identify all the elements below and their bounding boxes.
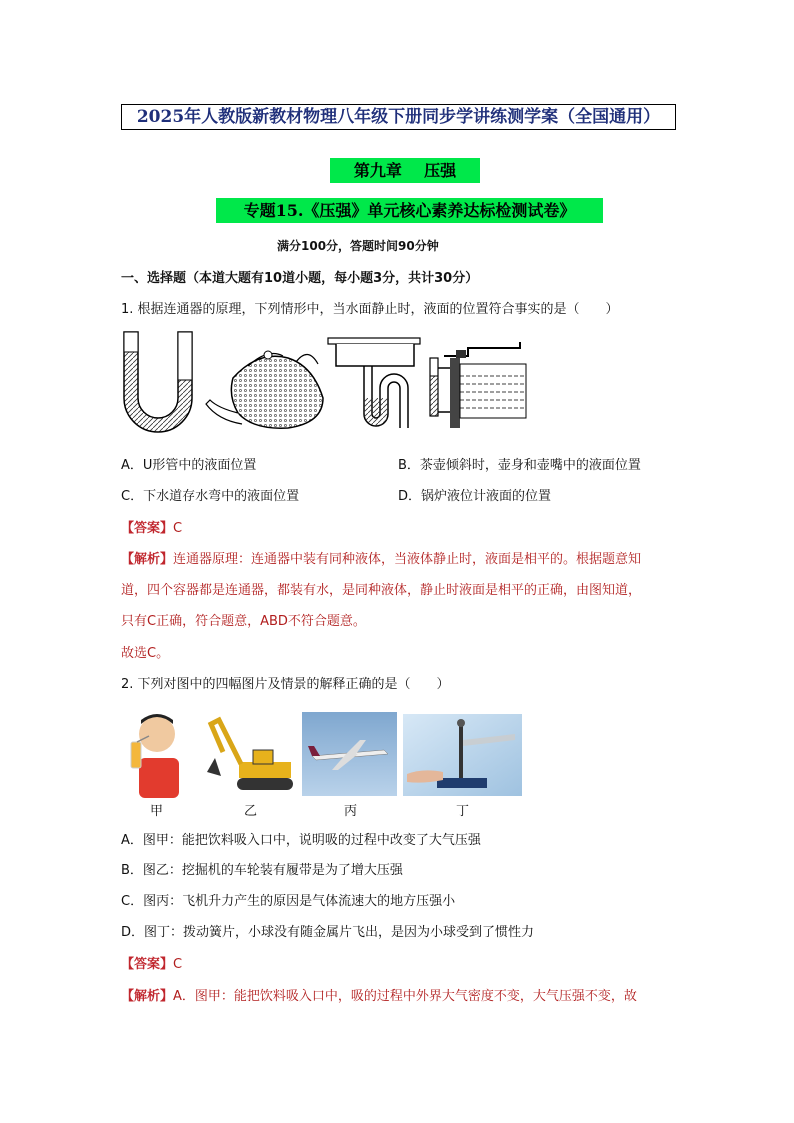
sink-trap-diagram	[328, 338, 420, 428]
question-1-stem: 1. 根据连通器的原理，下列情形中，当水面静止时，液面的位置符合事实的是（ ）	[121, 302, 619, 317]
caption-jia: 甲	[150, 804, 164, 819]
q2-analysis-line-1: 【解析】A．图甲：能把饮料吸入口中，吸的过程中外界大气密度不变，大气压强不变，故	[121, 989, 637, 1004]
topic-heading: 专题15.《压强》单元核心素养达标检测试卷》	[216, 198, 603, 223]
q2-option-c: C．图丙：飞机升力产生的原因是气体流速大的地方压强小	[121, 894, 456, 909]
q1-analysis-line-2: 道，四个容器都是连通器，都装有水，是同种液体，静止时液面是相平的正确，由图知道，	[121, 583, 642, 598]
answer-value: C	[173, 957, 183, 972]
analysis-label: 【解析】	[121, 552, 174, 567]
q2-option-b: B．图乙：挖掘机的车轮装有履带是为了增大压强	[121, 863, 403, 878]
q1-option-b: B．茶壶倾斜时，壶身和壶嘴中的液面位置	[398, 458, 641, 473]
caption-bing: 丙	[344, 804, 358, 819]
airplane-photo	[302, 712, 397, 796]
chapter-heading: 第九章 压强	[330, 158, 480, 183]
answer-label: 【答案】	[121, 957, 174, 972]
q2-option-d: D．图丁：拨动簧片，小球没有随金属片飞出，是因为小球受到了惯性力	[121, 925, 535, 940]
q1-answer	[121, 520, 182, 538]
u-tube-diagram	[124, 332, 192, 432]
excavator-photo	[201, 712, 296, 796]
inertia-experiment-photo	[403, 714, 522, 796]
document-title: 2025年人教版新教材物理八年级下册同步学讲练测学案（全国通用）	[121, 104, 676, 130]
q1-option-a: A．U形管中的液面位置	[121, 458, 257, 473]
answer-value: C	[173, 521, 183, 536]
q1-option-c: C．下水道存水弯中的液面位置	[121, 489, 300, 504]
analysis-label: 【解析】	[121, 989, 174, 1004]
q1-analysis-line-1: 【解析】连通器原理：连通器中装有同种液体，当液体静止时，液面是相平的。根据题意知	[121, 552, 642, 567]
q1-figure	[118, 328, 528, 438]
boy-drinking-photo	[121, 706, 193, 798]
question-2-stem: 2. 下列对图中的四幅图片及情景的解释正确的是（ ）	[121, 677, 450, 692]
section-heading: 一、选择题（本道大题有10道小题，每小题3分，共计30分）	[121, 271, 479, 286]
answer-label: 【答案】	[121, 521, 174, 536]
q1-conclusion: 故选C。	[121, 646, 170, 661]
teapot-diagram	[206, 351, 323, 428]
caption-yi: 乙	[244, 804, 258, 819]
q2-option-a: A．图甲：能把饮料吸入口中，说明吸的过程中改变了大气压强	[121, 833, 481, 848]
q1-option-d: D．锅炉液位计液面的位置	[398, 489, 552, 504]
boiler-gauge-diagram	[430, 342, 526, 428]
exam-info: 满分100分，答题时间90分钟	[277, 239, 439, 253]
caption-ding: 丁	[456, 804, 470, 819]
q1-analysis-line-3: 只有C正确，符合题意，ABD不符合题意。	[121, 614, 366, 629]
q2-answer	[121, 956, 182, 974]
